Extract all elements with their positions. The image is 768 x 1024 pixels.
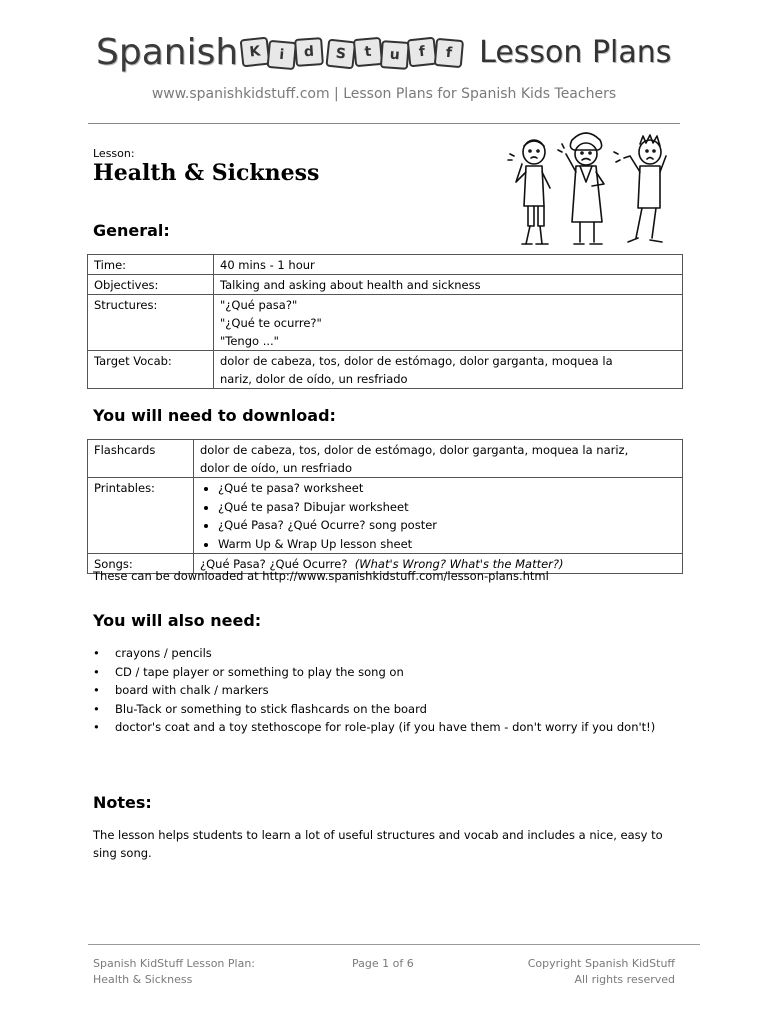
brand-logo [96,26,686,78]
brand-tile: S [326,39,357,70]
sick-kid-drawing [508,140,550,244]
notes-text: The lesson helps students to learn a lot of useful structures and vocab and includes a nice, easy to sing song. [93,828,663,860]
header-divider [88,123,680,124]
table-key: Printables: [88,478,194,554]
structure-line: "¿Qué pasa?" [220,298,298,312]
flashcards-line: dolor de cabeza, tos, dolor de estómago, dolor garganta, moquea la nariz, [200,443,629,457]
list-item: • doctor's coat and a toy stethoscope for role-play (if you have them - don't worry if you don't!) [93,718,673,737]
brand-spanish: Spanish [96,31,239,73]
also-need-list [93,644,673,737]
flashcards-line: dolor de oído, un resfriado [200,461,352,475]
table-row [88,440,683,478]
table-value [194,440,683,478]
table-value: Talking and asking about health and sickness [214,275,683,295]
list-item: • Blu-Tack or something to stick flashcards on the board [93,700,673,719]
table-key: Songs: [88,554,194,574]
also-need-heading: You will also need: [93,611,262,630]
brand-tile: i [267,40,297,70]
download-table [87,439,683,574]
brand-tile: u [380,40,410,70]
lesson-label: Lesson: [93,147,135,160]
coughing-kid-drawing [614,135,666,242]
structure-line: "¿Qué te ocurre?" [220,316,322,330]
vocab-line: nariz, dolor de oído, un resfriado [220,372,408,386]
list-item: • board with chalk / markers [93,681,673,700]
table-key: Structures: [88,295,214,351]
doctor-kid-drawing [558,133,604,244]
footer-right [528,956,675,988]
page-number: Page 1 of 6 [352,957,414,970]
footer-right-line: All rights reserved [574,973,675,986]
list-item: • crayons / pencils [93,644,673,663]
list-item: • ¿Qué Pasa? ¿Qué Ocurre? song poster [218,516,676,535]
table-row [88,478,683,554]
brand-tile: f [407,37,438,68]
footer-left-line: Health & Sickness [93,973,193,986]
site-subheader: www.spanishkidstuff.com | Lesson Plans for Spanish Kids Teachers [151,86,617,102]
list-item: • Warm Up & Wrap Up lesson sheet [218,535,676,554]
table-value [194,478,683,554]
table-row [88,275,683,295]
general-table [87,254,683,389]
table-row [88,351,683,389]
brand-tile: K [240,37,271,68]
table-row [88,255,683,275]
brand-tile: f [434,38,464,68]
download-note: These can be downloaded at http://www.spanishkidstuff.com/lesson-plans.html [93,569,549,583]
table-row [88,295,683,351]
lesson-title: Health & Sickness [93,160,320,186]
table-key: Flashcards [88,440,194,478]
table-value [214,351,683,389]
download-heading: You will need to download: [93,406,336,425]
table-value [214,295,683,351]
footer-right-line: Copyright Spanish KidStuff [527,957,675,970]
song-translation: (What's Wrong? What's the Matter?) [354,557,564,571]
brand-tile: t [353,37,383,67]
footer-divider [88,944,700,945]
general-heading: General: [93,221,170,240]
printables-list [200,479,676,553]
table-key: Objectives: [88,275,214,295]
footer-left [93,956,255,988]
list-item: • ¿Qué te pasa? worksheet [218,479,676,498]
footer-left-line: Spanish KidStuff Lesson Plan: [93,957,255,970]
table-key: Time: [88,255,214,275]
table-value: 40 mins - 1 hour [214,255,683,275]
list-item: • CD / tape player or something to play the song on [93,663,673,682]
brand-lesson-plans: Lesson Plans [479,34,672,70]
list-item: • ¿Qué te pasa? Dibujar worksheet [218,498,676,517]
vocab-line: dolor de cabeza, tos, dolor de estómago, dolor garganta, moquea la [220,354,613,368]
brand-kidstuff-tiles [242,38,463,66]
table-key: Target Vocab: [88,351,214,389]
song-title: ¿Qué Pasa? ¿Qué Ocurre? [200,557,348,571]
notes-heading: Notes: [93,793,152,812]
brand-tile: d [294,37,324,67]
structure-line: "Tengo ..." [220,334,279,348]
sick-kids-illustration [500,126,670,250]
